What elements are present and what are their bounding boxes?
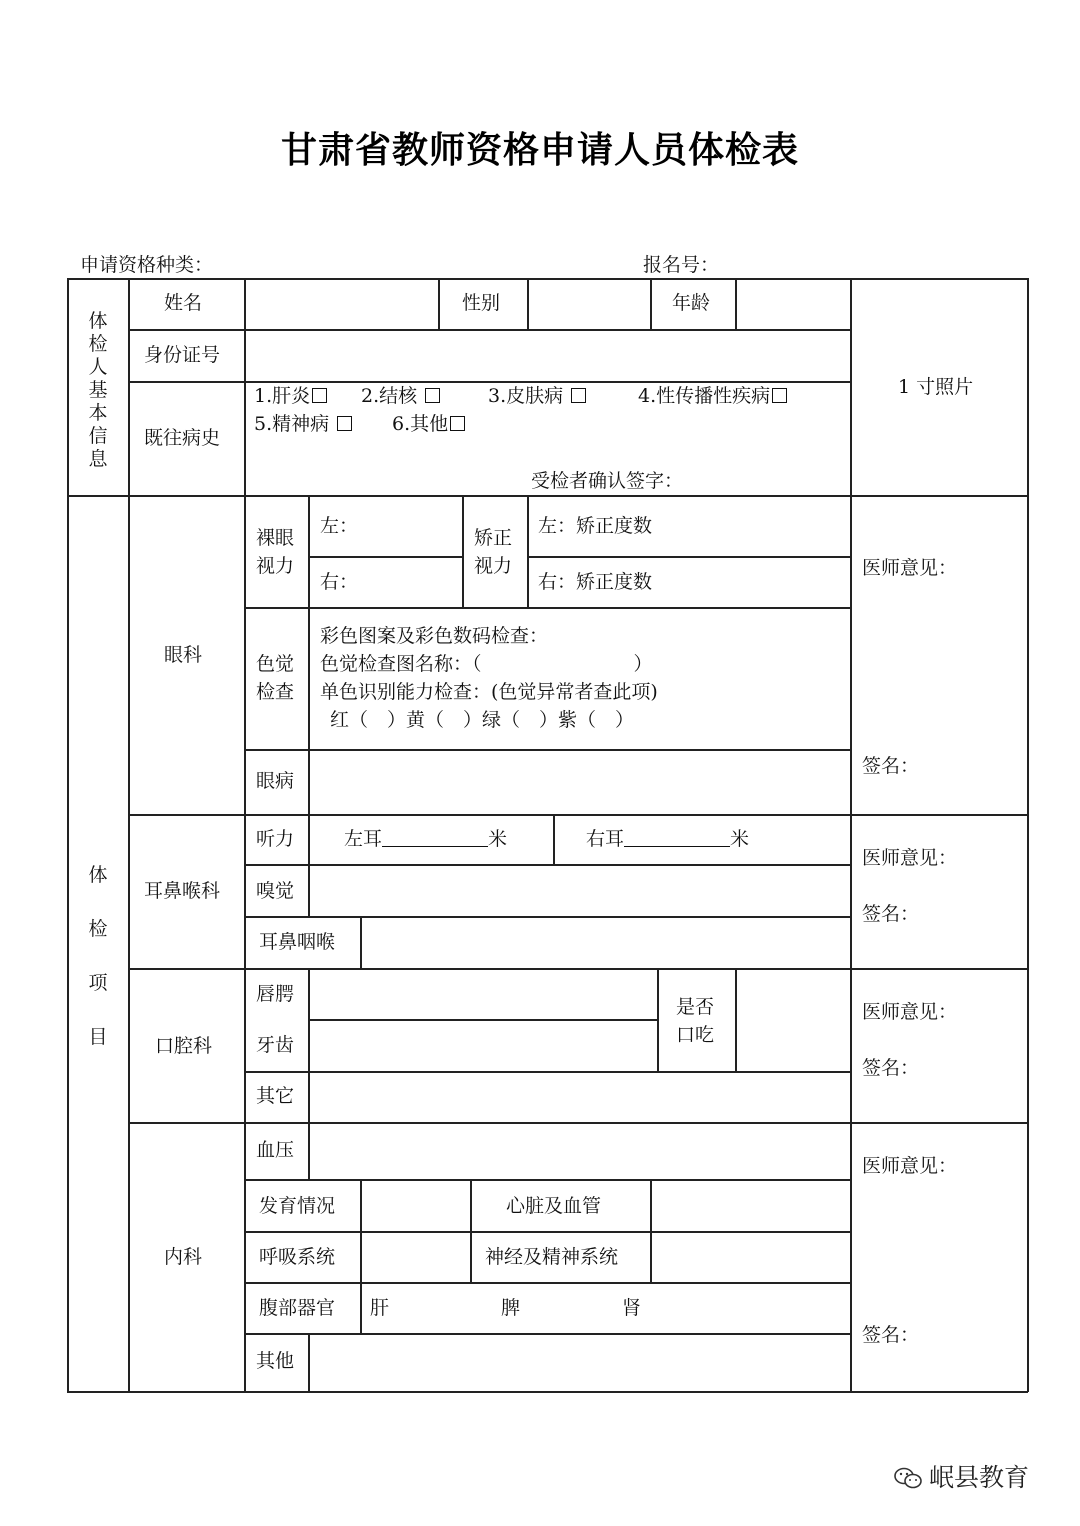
- basic-info-section-label: 体检人基本信息: [88, 310, 108, 470]
- spleen-label: 脾: [501, 1297, 521, 1319]
- checkbox-icon[interactable]: [312, 388, 327, 403]
- smell-label: 嗅觉: [256, 880, 295, 902]
- heart-vessels-label: 心脏及血管: [506, 1195, 602, 1217]
- naked-left-label: 左：: [320, 515, 359, 537]
- registration-number-label: 报名号：: [643, 254, 720, 276]
- left-ear-blank[interactable]: [382, 828, 488, 847]
- age-label: 年龄: [672, 292, 711, 314]
- oral-other-label: 其它: [256, 1085, 295, 1107]
- checkbox-icon[interactable]: [425, 388, 440, 403]
- right-ear-blank[interactable]: [624, 828, 730, 847]
- stutter-label: 是否口吃: [676, 996, 715, 1046]
- corrected-vision-label: 矫正视力: [474, 527, 513, 577]
- checkbox-icon[interactable]: [337, 416, 352, 431]
- naked-vision-label: 裸眼视力: [256, 527, 295, 577]
- liver-label: 肝: [370, 1297, 390, 1319]
- disease-option-mental[interactable]: 5.精神病: [254, 410, 354, 439]
- color-test-line-4: 红（ ）黄（ ）绿（ ）紫（ ）: [330, 709, 635, 731]
- color-test-line-2: 色觉检查图名称：（ ）: [320, 653, 653, 675]
- color-test-line-3: 单色识别能力检查：(色觉异常者查此项): [320, 681, 658, 703]
- form-title: 甘肃省教师资格申请人员体检表: [280, 130, 799, 171]
- checkbox-icon[interactable]: [450, 416, 465, 431]
- color-test-line-1: 彩色图案及彩色数码检查：: [320, 625, 549, 647]
- abdomen-label: 腹部器官: [259, 1297, 336, 1319]
- right-ear-field: 右耳 米: [586, 828, 750, 850]
- corrected-left-label: 左：矫正度数: [538, 515, 653, 537]
- oral-doctor-sign-label: 签名：: [862, 1057, 920, 1079]
- watermark: [893, 1458, 1029, 1494]
- checkbox-icon[interactable]: [571, 388, 586, 403]
- ent-label: 耳鼻喉科: [144, 880, 221, 902]
- gender-label: 性别: [462, 292, 501, 314]
- checkbox-icon[interactable]: [772, 388, 787, 403]
- disease-option-hepatitis[interactable]: 1.肝炎: [254, 382, 329, 411]
- lips-palate-label: 唇腭: [256, 983, 295, 1005]
- hearing-label: 听力: [256, 828, 295, 850]
- disease-option-tuberculosis[interactable]: 2.结核: [361, 382, 442, 411]
- ent-doctor-sign-label: 签名：: [862, 903, 920, 925]
- disease-option-std[interactable]: 4.性传播性疾病: [638, 382, 789, 411]
- disease-option-skin[interactable]: 3.皮肤病: [488, 382, 588, 411]
- neuro-psych-label: 神经及精神系统: [485, 1246, 619, 1268]
- teeth-label: 牙齿: [256, 1034, 295, 1056]
- development-label: 发育情况: [259, 1195, 336, 1217]
- naked-right-label: 右：: [320, 571, 359, 593]
- internal-doctor-sign-label: 签名：: [862, 1324, 920, 1346]
- oral-doctor-opinion-label: 医师意见：: [862, 1001, 958, 1023]
- ophthalmology-label: 眼科: [164, 644, 203, 666]
- blood-pressure-label: 血压: [256, 1139, 295, 1161]
- eye-disease-label: 眼病: [256, 770, 295, 792]
- photo-placeholder-label: 1 寸照片: [898, 376, 974, 398]
- examinee-signature-label: 受检者确认签字：: [531, 470, 684, 492]
- medical-history-label: 既往病史: [144, 427, 221, 449]
- ent-doctor-opinion-label: 医师意见：: [862, 847, 958, 869]
- internal-other-label: 其他: [256, 1350, 295, 1372]
- wechat-icon: [893, 1466, 923, 1490]
- qualification-type-label: 申请资格种类：: [80, 254, 214, 276]
- name-label: 姓名: [164, 292, 203, 314]
- disease-option-other[interactable]: 6.其他: [392, 410, 467, 439]
- color-vision-label: 色觉检查: [256, 653, 295, 703]
- eye-doctor-opinion-label: 医师意见：: [862, 557, 958, 579]
- respiratory-label: 呼吸系统: [259, 1246, 336, 1268]
- internal-doctor-opinion-label: 医师意见：: [862, 1155, 958, 1177]
- kidney-label: 肾: [622, 1297, 642, 1319]
- ent-throat-label: 耳鼻咽喉: [259, 931, 336, 953]
- corrected-right-label: 右：矫正度数: [538, 571, 653, 593]
- left-ear-field: 左耳 米: [344, 828, 508, 850]
- internal-medicine-label: 内科: [164, 1246, 203, 1268]
- eye-doctor-sign-label: 签名：: [862, 755, 920, 777]
- id-number-label: 身份证号: [144, 344, 221, 366]
- watermark-text: 岷县教育: [929, 1463, 1030, 1492]
- exam-items-section-label: 体检项目: [88, 864, 108, 1048]
- oral-label: 口腔科: [155, 1035, 213, 1057]
